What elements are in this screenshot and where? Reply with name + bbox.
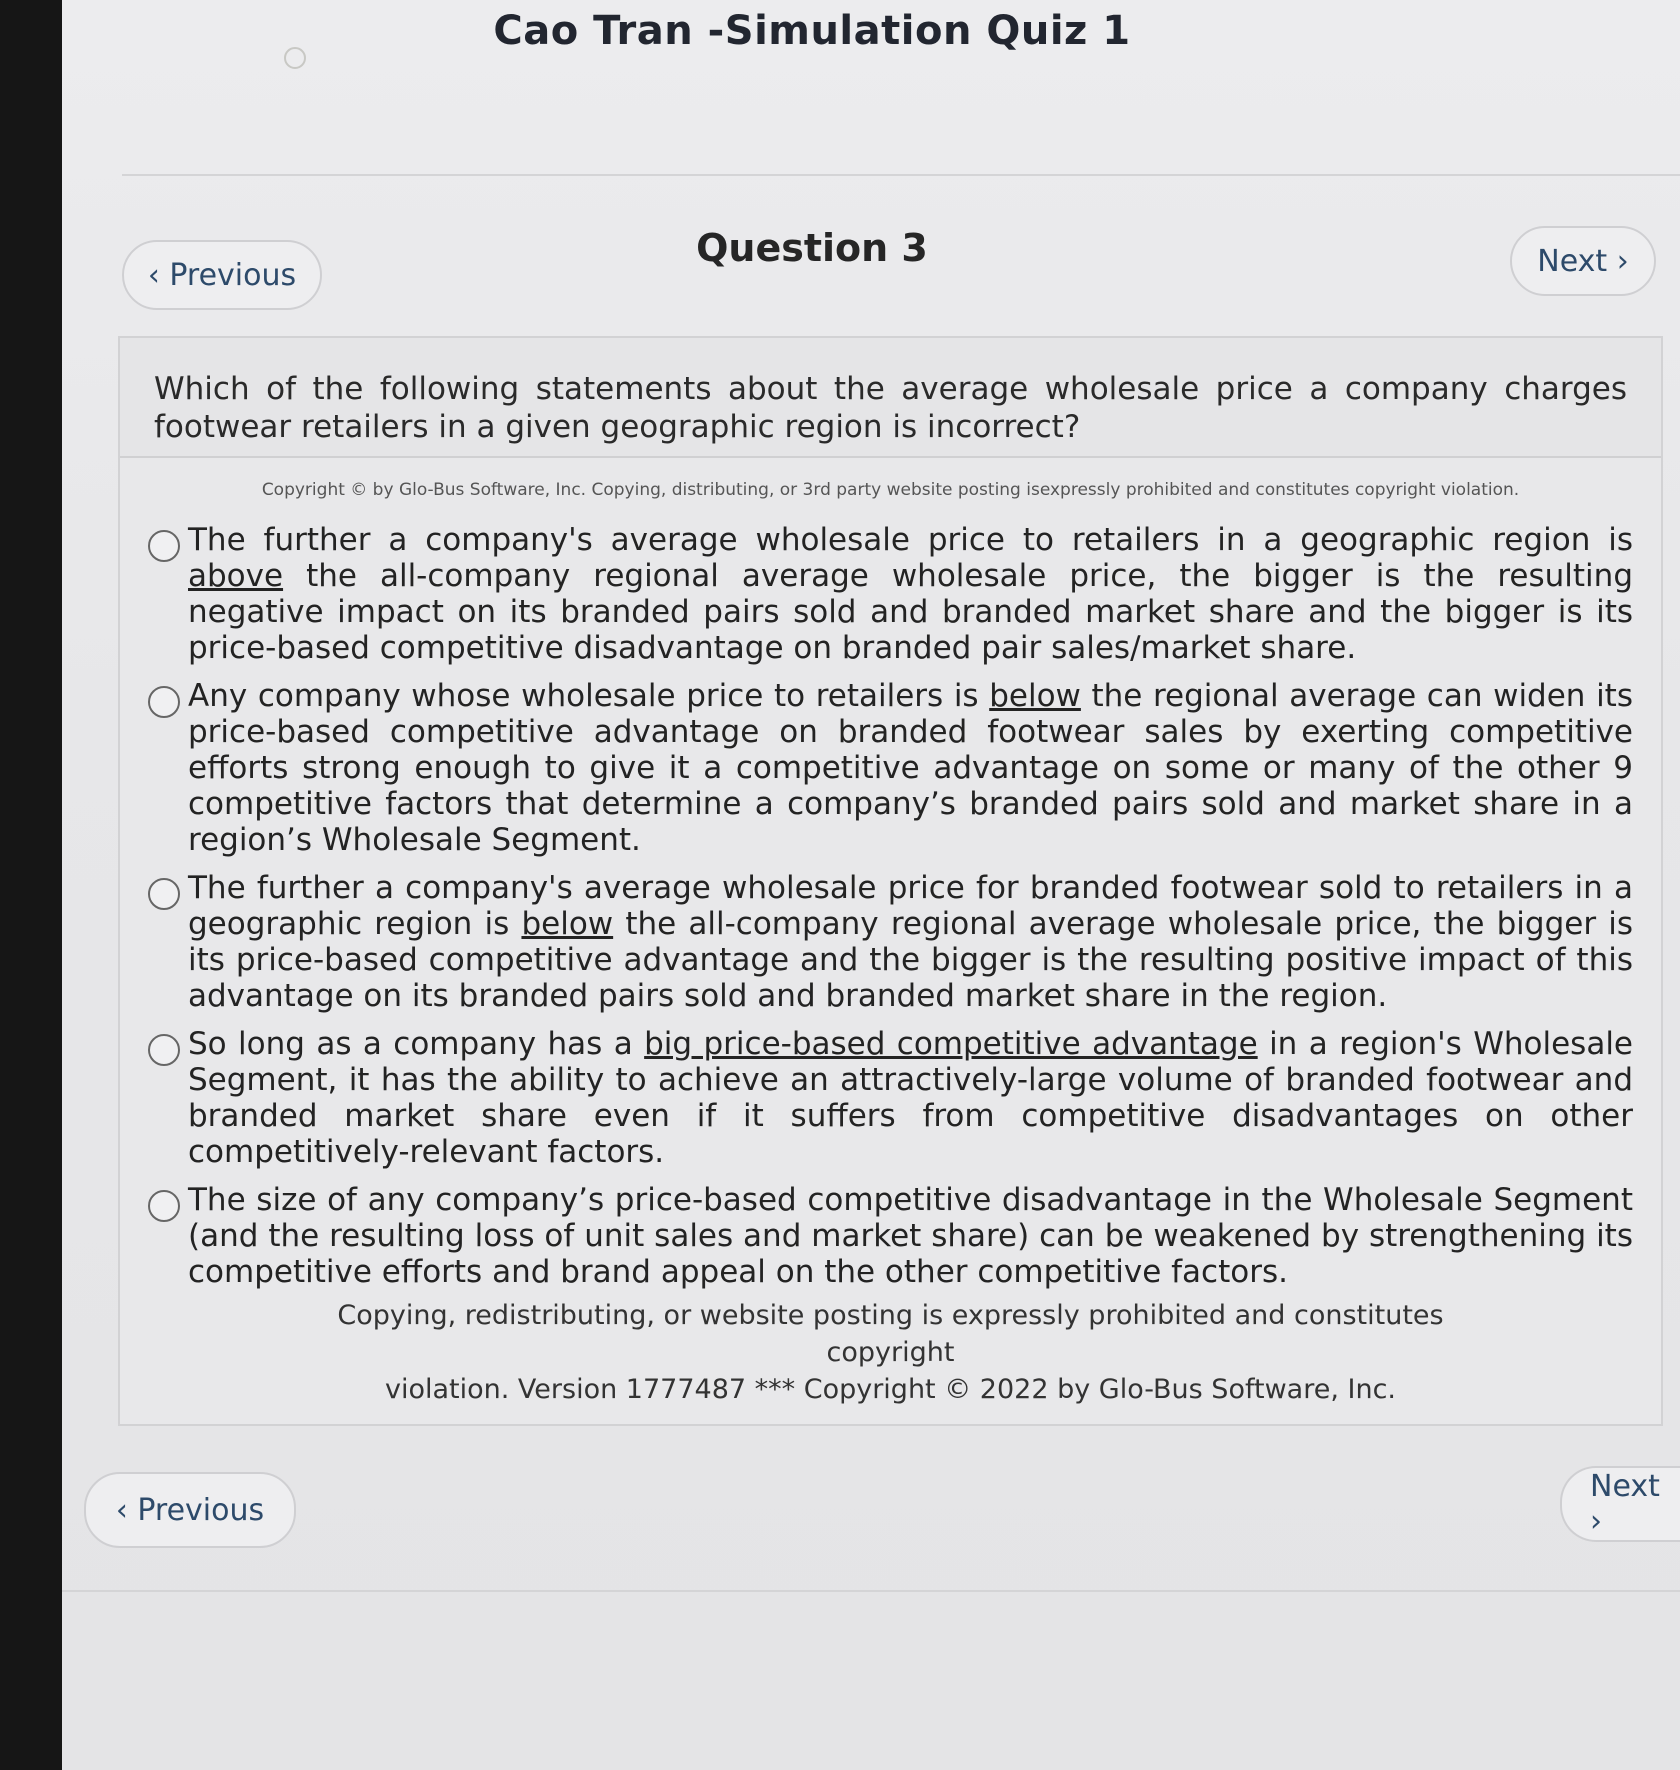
- quiz-title: Cao Tran -Simulation Quiz 1: [493, 8, 1131, 54]
- answer-option-text: Any company whose wholesale price to retailers is below the regional average can widen its price-based competitive advantage on branded footwear sales by exerting competitive efforts strong enough to give it a competitive advantage on some or many of the other 9 competitive factors that determine a company’s branded pairs sold and market share in a region’s Wholesale Segment.: [188, 678, 1633, 858]
- radio-button-icon[interactable]: [148, 530, 180, 562]
- footer-copyright: [120, 1297, 1661, 1408]
- radio-button-icon[interactable]: [148, 878, 180, 910]
- footer-copyright-line-2: violation. Version 1777487 *** Copyright © 2022 by Glo-Bus Software, Inc.: [385, 1374, 1396, 1405]
- answer-option-text: The size of any company’s price-based competitive disadvantage in the Wholesale Segment (and the resulting loss of unit sales and market share) can be weakened by strengthening its competitive efforts and brand appeal on the other competitive factors.: [188, 1182, 1633, 1290]
- footer-divider: [62, 1590, 1680, 1592]
- answer-option-text: The further a company's average wholesale price to retailers in a geographic region is above the all-company regional average wholesale price, the bigger is the resulting negative impact on its branded pairs sold and branded market share and the bigger is its price-based competitive disadvantage on branded pair sales/market share.: [188, 522, 1633, 666]
- answer-option-4[interactable]: [148, 1026, 1633, 1170]
- radio-button-icon[interactable]: [148, 1034, 180, 1066]
- answer-option-1[interactable]: [148, 522, 1633, 666]
- header-divider: [122, 174, 1680, 176]
- previous-button-bottom[interactable]: ‹ Previous: [84, 1472, 296, 1548]
- copyright-notice: Copyright © by Glo-Bus Software, Inc. Copying, distributing, or 3rd party website posting isexpressly prohibited and constitutes copyright violation.: [261, 480, 1520, 500]
- question-card: [118, 336, 1663, 1426]
- footer-copyright-line-1: Copying, redistributing, or website posting is expressly prohibited and constitutes copyright: [337, 1300, 1444, 1368]
- question-number: Question 3: [696, 226, 928, 270]
- question-text: Which of the following statements about the average wholesale price a company charges footwear retailers in a given geographic region is incorrect?: [120, 338, 1661, 458]
- radio-button-icon[interactable]: [148, 1190, 180, 1222]
- answer-options: [148, 522, 1633, 1290]
- previous-button-top[interactable]: ‹ Previous: [122, 240, 322, 310]
- next-button-top[interactable]: Next ›: [1510, 226, 1656, 296]
- answer-option-2[interactable]: [148, 678, 1633, 858]
- quiz-screen: [62, 0, 1680, 1770]
- radio-button-icon[interactable]: [148, 686, 180, 718]
- answer-option-5[interactable]: [148, 1182, 1633, 1290]
- answer-option-text: So long as a company has a big price-based competitive advantage in a region's Wholesale Segment, it has the ability to achieve an attractively-large volume of branded footwear and branded market share even if it suffers from competitive disadvantages on other competitively-relevant factors.: [188, 1026, 1634, 1170]
- answer-option-text: The further a company's average wholesale price for branded footwear sold to retailers in a geographic region is below the all-company regional average wholesale price, the bigger is its price-based competitive advantage and the bigger is the resulting positive impact of this advantage on its branded pairs sold and branded market share in the region.: [188, 870, 1634, 1014]
- next-button-bottom[interactable]: Next ›: [1560, 1466, 1680, 1542]
- answer-option-3[interactable]: [148, 870, 1633, 1014]
